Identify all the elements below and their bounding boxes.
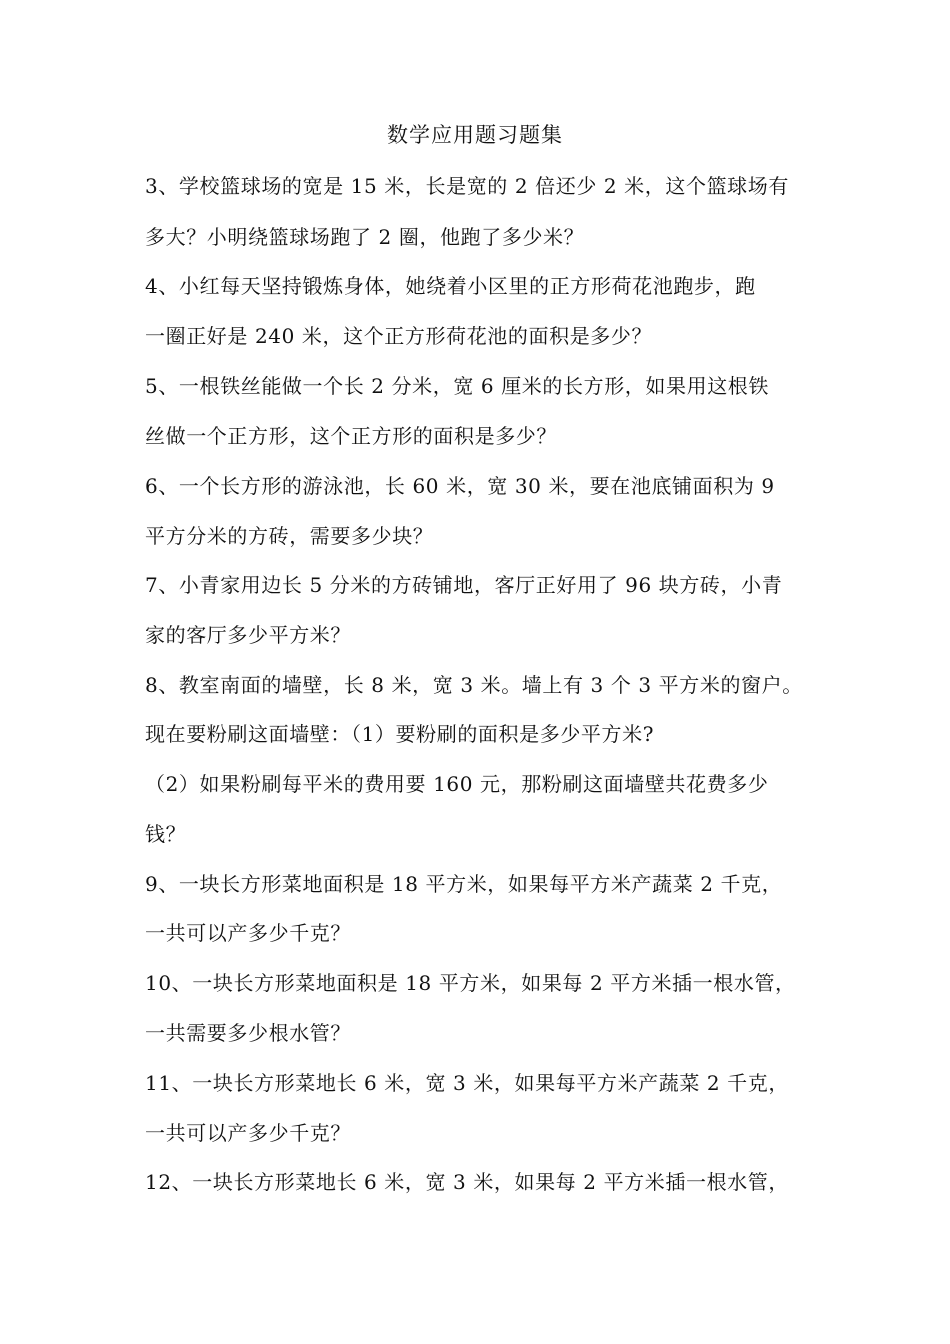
page-title: 数学应用题习题集 bbox=[387, 123, 563, 147]
problem-8-line-3: （2）如果粉刷每平米的费用要 160 元，那粉刷这面墙壁共花费多少 bbox=[145, 772, 769, 796]
problem-9-line-2: 一共可以产多少千克？ bbox=[145, 921, 351, 945]
problem-3-line-2: 多大？小明绕篮球场跑了 2 圈，他跑了多少米？ bbox=[145, 225, 585, 249]
problem-8-line-2: 现在要粉刷这面墙壁：（1）要粉刷的面积是多少平方米? bbox=[145, 722, 655, 746]
problem-6-line-1: 6、一个长方形的游泳池，长 60 米，宽 30 米，要在池底铺面积为 9 bbox=[145, 474, 775, 498]
problem-8-line-4: 钱？ bbox=[145, 822, 187, 846]
problem-4-line-2: 一圈正好是 240 米，这个正方形荷花池的面积是多少？ bbox=[145, 324, 653, 348]
problem-8-line-1: 8、教室南面的墙壁，长 8 米，宽 3 米。墙上有 3 个 3 平方米的窗户。 bbox=[145, 673, 803, 697]
problem-10-line-2: 一共需要多少根水管？ bbox=[145, 1021, 351, 1045]
problem-6-line-2: 平方分米的方砖，需要多少块？ bbox=[145, 524, 434, 548]
problem-12-line-1: 12、一块长方形菜地长 6 米，宽 3 米，如果每 2 平方米插一根水管， bbox=[145, 1170, 789, 1194]
problem-11-line-2: 一共可以产多少千克？ bbox=[145, 1121, 351, 1145]
problem-10-line-1: 10、一块长方形菜地面积是 18 平方米，如果每 2 平方米插一根水管， bbox=[145, 971, 796, 995]
problem-5-line-1: 5、一根铁丝能做一个长 2 分米，宽 6 厘米的长方形，如果用这根铁 bbox=[145, 374, 770, 398]
problem-4-line-1: 4、小红每天坚持锻炼身体，她绕着小区里的正方形荷花池跑步，跑 bbox=[145, 274, 756, 298]
problem-11-line-1: 11、一块长方形菜地长 6 米，宽 3 米，如果每平方米产蔬菜 2 千克， bbox=[145, 1071, 789, 1095]
problem-5-line-2: 丝做一个正方形，这个正方形的面积是多少？ bbox=[145, 424, 557, 448]
problem-7-line-1: 7、小青家用边长 5 分米的方砖铺地，客厅正好用了 96 块方砖，小青 bbox=[145, 573, 783, 597]
problem-3-line-1: 3、学校篮球场的宽是 15 米，长是宽的 2 倍还少 2 米，这个篮球场有 bbox=[145, 174, 789, 198]
problem-9-line-1: 9、一块长方形菜地面积是 18 平方米，如果每平方米产蔬菜 2 千克， bbox=[145, 872, 783, 896]
problem-7-line-2: 家的客厅多少平方米？ bbox=[145, 623, 351, 647]
